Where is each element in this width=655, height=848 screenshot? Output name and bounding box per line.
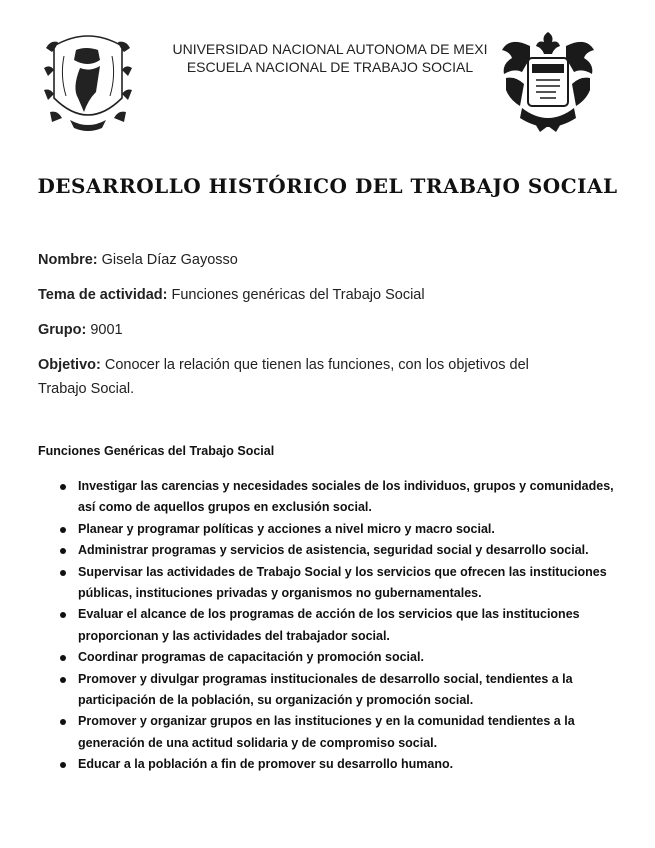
university-name: UNIVERSIDAD NACIONAL AUTONOMA DE MEXI xyxy=(172,41,488,57)
list-item: Evaluar el alcance de los programas de acción de los servicios que las instituciones proporcionan y las actividades del trabajador social. xyxy=(58,604,623,647)
unam-crest-logo xyxy=(40,28,136,136)
tema-field xyxy=(38,283,618,307)
list-item: Promover y organizar grupos en las instituciones y en la comunidad tendientes a la generación de una actitud solidaria y de compromiso social. xyxy=(58,711,623,754)
objetivo-value: Conocer la relación que tienen las funciones, con los objetivos del Trabajo Social. xyxy=(38,357,529,397)
institution-header xyxy=(160,40,500,76)
nombre-value: Gisela Díaz Gayosso xyxy=(101,252,238,268)
list-item: Planear y programar políticas y acciones a nivel micro y macro social. xyxy=(58,519,623,540)
list-item: Supervisar las actividades de Trabajo Social y los servicios que ofrecen las instituciones públicas, instituciones privadas y organismos no gubernamentales. xyxy=(58,562,623,605)
grupo-value: 9001 xyxy=(90,322,123,338)
list-item: Coordinar programas de capacitación y promoción social. xyxy=(58,647,623,668)
section-title: Funciones Genéricas del Trabajo Social xyxy=(38,444,275,458)
tema-value: Funciones genéricas del Trabajo Social xyxy=(171,287,425,303)
list-item: Promover y divulgar programas institucionales de desarrollo social, tendientes a la participación de la población, su organización y promoción social. xyxy=(58,669,623,712)
school-name: ESCUELA NACIONAL DE TRABAJO SOCIAL xyxy=(186,59,474,75)
document-title: DESARROLLO HISTÓRICO DEL TRABAJO SOCIAL xyxy=(37,174,618,198)
ents-crest-logo xyxy=(500,28,596,136)
objetivo-field xyxy=(38,353,578,401)
tema-label: Tema de actividad: xyxy=(38,287,168,303)
grupo-label: Grupo: xyxy=(38,322,87,338)
list-item: Educar a la población a fin de promover su desarrollo humano. xyxy=(58,754,623,775)
nombre-label: Nombre: xyxy=(38,252,98,268)
functions-list xyxy=(58,476,623,776)
list-item: Investigar las carencias y necesidades sociales de los individuos, grupos y comunidades, así como de aquellos grupos en exclusión social. xyxy=(58,476,623,519)
grupo-field xyxy=(38,318,618,342)
nombre-field xyxy=(38,248,618,272)
objetivo-label: Objetivo: xyxy=(38,357,101,373)
list-item: Administrar programas y servicios de asistencia, seguridad social y desarrollo social. xyxy=(58,540,623,561)
